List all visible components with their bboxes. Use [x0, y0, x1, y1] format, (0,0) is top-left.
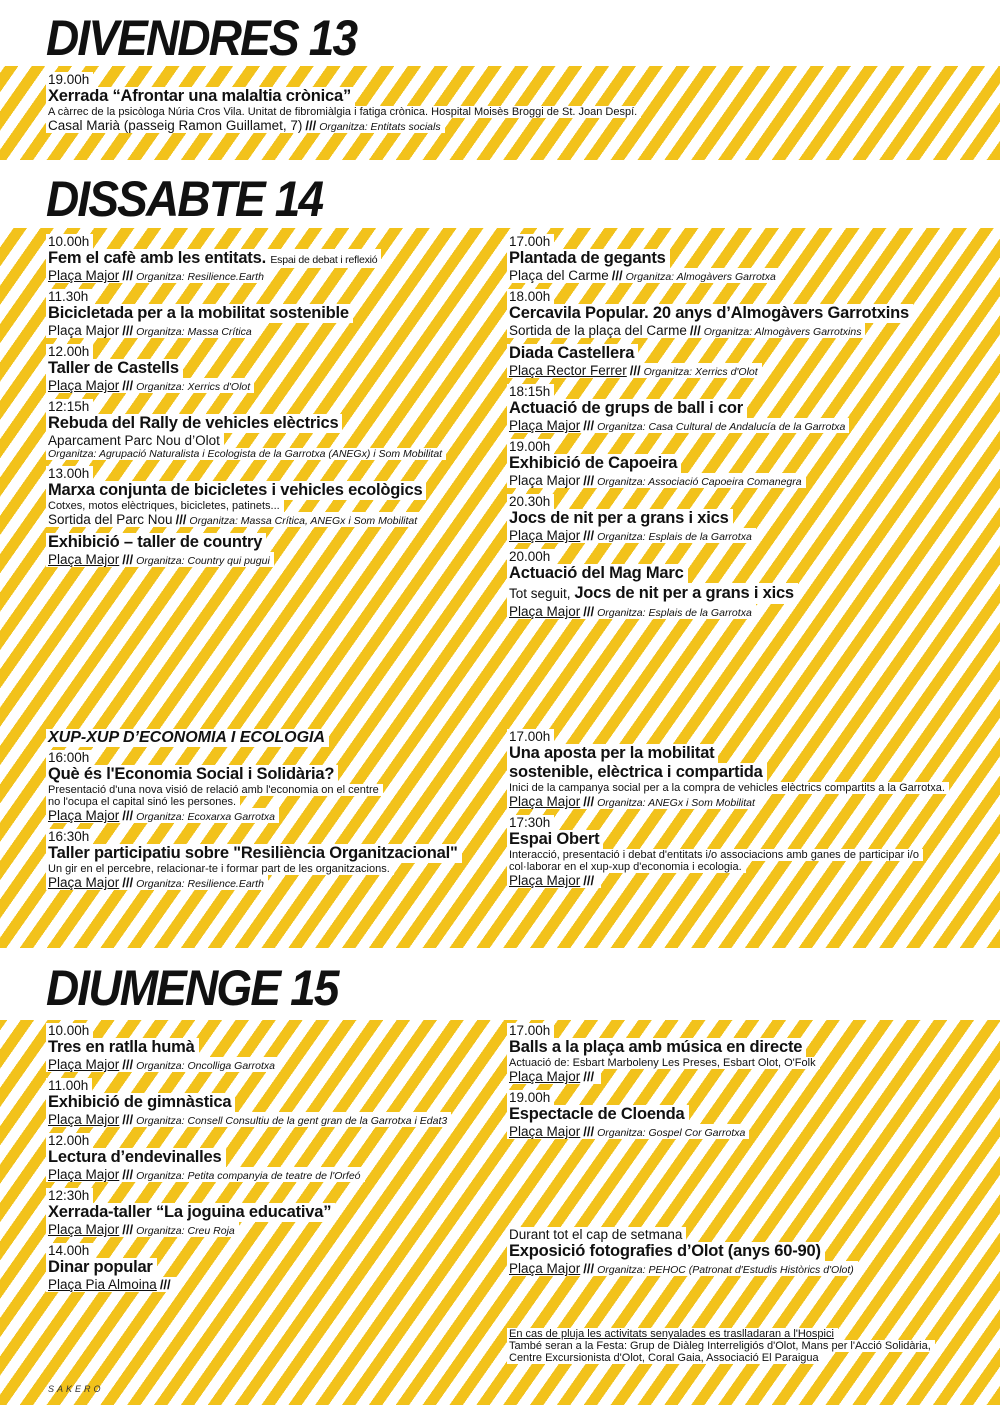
event-organizer: Organitza: Xerrics d'Olot	[643, 366, 758, 378]
separator: ///	[122, 1222, 134, 1237]
event-title: Taller de Castells	[46, 359, 183, 378]
event-title: Exhibició de gimnàstica	[46, 1093, 235, 1112]
event-organizer: Organitza: Associació Capoeira Comanegra	[597, 476, 802, 488]
event-organizer: Organitza: Ecoxarxa Garrotxa	[136, 811, 276, 823]
event-location-line	[46, 1112, 451, 1127]
event-description: Un gir en el percebre, relacionar-te i formar part de les organitzacions.	[46, 863, 394, 875]
event-location: Plaça Major	[509, 473, 581, 488]
event-organizer: Organitza: Massa Crítica	[136, 326, 252, 338]
separator: ///	[583, 418, 595, 433]
event-time: 11.00h	[46, 1078, 92, 1093]
event-title: Espai Obert	[507, 830, 603, 849]
event-item	[507, 384, 967, 433]
separator: ///	[175, 512, 187, 527]
event-title: Tres en ratlla humà	[46, 1038, 199, 1057]
event-title: Marxa conjunta de bicicletes i vehicles ecològics	[46, 481, 426, 500]
event-location-line	[46, 875, 268, 890]
event-location: Plaça Major	[48, 808, 120, 823]
separator: ///	[122, 1167, 134, 1182]
separator: ///	[583, 794, 595, 809]
event-organizer: Organitza: Consell Consultiu de la gent gran de la Garrotxa i Edat3	[136, 1115, 448, 1127]
event-organizer: Organitza: Esplais de la Garrotxa	[597, 531, 752, 543]
event-description: Cotxes, motos elèctriques, bicicletes, patinets...	[46, 500, 284, 512]
event-location: Plaça Major	[48, 875, 120, 890]
event-item	[507, 1227, 967, 1276]
event-item	[507, 494, 967, 543]
event-organizer: Organitza: PEHOC (Patronat d'Estudis Històrics d'Olot)	[597, 1264, 854, 1276]
separator: ///	[122, 1057, 134, 1072]
event-item	[507, 549, 967, 619]
event-title: Jocs de nit per a grans i xics	[507, 509, 733, 528]
event-location: Plaça Major	[48, 1167, 120, 1182]
separator: ///	[583, 873, 595, 888]
event-title: Plantada de gegants	[507, 249, 670, 268]
event-item	[46, 234, 506, 283]
event-item	[46, 750, 506, 823]
separator: ///	[122, 378, 134, 393]
event-item	[46, 829, 506, 890]
separator: ///	[159, 1277, 171, 1292]
event-time: 18:15h	[507, 384, 554, 399]
event-location: Plaça Major	[509, 794, 581, 809]
event-location: Plaça del Carme	[509, 268, 609, 283]
event-location-line	[46, 808, 279, 823]
weekend-exhibition	[507, 1227, 967, 1282]
event-organizer: Organitza: Almogàvers Garrotxins	[703, 326, 862, 338]
separator: ///	[122, 323, 134, 338]
event-location: Plaça Rector Ferrer	[509, 363, 627, 378]
separator: ///	[583, 473, 595, 488]
event-title: Bicicletada per a la mobilitat sostenible	[46, 304, 353, 323]
day-title-saturday: DISSABTE 14	[46, 171, 323, 227]
event-description: col·laborar en el xup-xup d'economia i ecologia.	[507, 861, 746, 873]
event-location-line	[507, 1069, 601, 1084]
event-location-line	[46, 1222, 239, 1237]
separator: ///	[611, 268, 623, 283]
event-location-line	[507, 473, 806, 488]
separator: ///	[583, 604, 595, 619]
event-location-line	[46, 323, 256, 338]
event-location-line	[507, 1124, 749, 1139]
separator: ///	[629, 363, 641, 378]
event-title: Cercavila Popular. 20 anys d’Almogàvers Garrotxins	[507, 304, 913, 323]
event-organizer: Organitza: Petita companyia de teatre de l'Orfeó	[136, 1170, 361, 1182]
event-time: 12:30h	[46, 1188, 93, 1203]
event-organizer: Organitza: Gospel Cor Garrotxa	[597, 1127, 746, 1139]
event-time: 17:30h	[507, 815, 554, 830]
event-location: Plaça Major	[48, 1222, 120, 1237]
event-time: 19.00h	[507, 1090, 554, 1105]
also-note: També seran a la Festa: Grup de Diàleg Interreligiós d'Olot, Mans per l'Acció Solidària,	[507, 1340, 935, 1352]
event-title: Fem el cafè amb les entitats.	[48, 249, 266, 267]
event-title: Espectacle de Cloenda	[507, 1105, 689, 1124]
event-time: 11.30h	[46, 289, 92, 304]
event-title: Actuació del Mag Marc	[507, 564, 688, 583]
event-organizer: Organitza: Country qui pugui	[136, 555, 270, 567]
event-title: Exhibició de Capoeira	[507, 454, 681, 473]
event-item	[46, 399, 506, 460]
event-organizer: Organitza: Resilience.Earth	[136, 271, 264, 283]
event-location-line	[507, 268, 780, 283]
event-time: 17.00h	[507, 729, 554, 744]
event-location-line	[507, 873, 601, 888]
separator: ///	[122, 268, 134, 283]
event-description: Inici de la campanya social per a la compra de vehicles elèctrics compartits a la Garrotxa.	[507, 782, 949, 794]
event-time: 16:30h	[46, 829, 93, 844]
event-title: Dinar popular	[46, 1258, 157, 1277]
rain-note: En cas de pluja les activitats senyalades es traslladaran a l'Hospici	[507, 1328, 838, 1340]
event-title: Actuació de grups de ball i cor	[507, 399, 747, 418]
event-organizer: Organitza: Xerrics d'Olot	[136, 381, 251, 393]
event-item	[46, 1078, 506, 1127]
event-item	[507, 1090, 967, 1139]
event-item	[46, 466, 506, 527]
separator: ///	[583, 528, 595, 543]
event-time: 19.00h	[46, 72, 93, 87]
event-sub-prefix: Tot seguit,	[509, 586, 571, 601]
event-item	[507, 289, 967, 338]
event-location: Plaça Major	[509, 528, 581, 543]
event-organizer: Organitza: Casa Cultural de Andalucía de la Garrotxa	[597, 421, 846, 433]
event-title-line	[46, 249, 381, 268]
event-location: Plaça Pia Almoina	[48, 1277, 157, 1292]
event-item	[46, 1133, 506, 1182]
section-heading: XUP-XUP D’ECONOMIA I ECOLOGIA	[46, 729, 329, 747]
event-description: Presentació d'una nova visió de relació amb l'economia on el centre	[46, 784, 383, 796]
friday-events	[46, 72, 946, 139]
event-location: Plaça Major	[48, 1057, 120, 1072]
event-item	[46, 533, 506, 567]
saturday-left-column	[46, 234, 506, 573]
event-item	[507, 344, 967, 378]
event-title: Diada Castellera	[507, 344, 638, 363]
event-time: 10.00h	[46, 234, 93, 249]
event-location-line	[507, 323, 865, 338]
footer-notes	[507, 1328, 977, 1364]
event-description: Actuació de: Esbart Marboleny Les Preses, Esbart Olot, O'Folk	[507, 1057, 820, 1069]
event-time: Durant tot el cap de setmana	[507, 1227, 686, 1242]
event-description: no l'ocupa el capital sinó les persones.	[46, 796, 240, 808]
event-location-line	[507, 418, 849, 433]
event-location-line	[46, 118, 445, 133]
saturday-right-column	[507, 234, 967, 625]
event-title: Rebuda del Rally de vehicles elèctrics	[46, 414, 342, 433]
xup-left-column	[46, 729, 506, 896]
event-time: 17.00h	[507, 1023, 554, 1038]
event-organizer: Organitza: ANEGx i Som Mobilitat	[597, 797, 755, 809]
day-title-friday: DIVENDRES 13	[46, 10, 357, 66]
event-time: 12.00h	[46, 1133, 93, 1148]
event-time: 19.00h	[507, 439, 554, 454]
event-title: Xerrada-taller “La joguina educativa”	[46, 1203, 335, 1222]
event-time: 10.00h	[46, 1023, 93, 1038]
event-subtitle: Aparcament Parc Nou d’Olot	[46, 433, 224, 448]
event-title: Exposició fotografies d’Olot (anys 60-90)	[507, 1242, 825, 1261]
event-title: Balls a la plaça amb música en directe	[507, 1038, 806, 1057]
event-title: Una aposta per la mobilitat	[507, 744, 718, 763]
event-location: Plaça Major	[48, 1112, 120, 1127]
event-time: 18.00h	[507, 289, 554, 304]
designer-credit: SAKERO	[48, 1384, 104, 1394]
event-location: Sortida del Parc Nou	[48, 512, 173, 527]
separator: ///	[122, 1112, 134, 1127]
event-time: 14.00h	[46, 1243, 93, 1258]
day-title-sunday: DIUMENGE 15	[46, 960, 338, 1016]
separator: ///	[583, 1261, 595, 1276]
sunday-left-column	[46, 1023, 506, 1298]
event-location-line	[46, 512, 421, 527]
event-item	[46, 289, 506, 338]
xup-right-column	[507, 729, 967, 894]
event-location: Plaça Major	[509, 1069, 581, 1084]
event-title: Xerrada “Afrontar una malaltia crònica”	[46, 87, 355, 106]
event-title-inline: Espai de debat i reflexió	[270, 254, 378, 266]
separator: ///	[122, 552, 134, 567]
event-item	[46, 1023, 506, 1072]
event-description: Interacció, presentació i debat d'entitats i/o associacions amb ganes de participar i/o	[507, 849, 923, 861]
event-title: Lectura d’endevinalles	[46, 1148, 226, 1167]
event-time: 20.00h	[507, 549, 554, 564]
event-organizer: Organitza: Agrupació Naturalista i Ecologista de la Garrotxa (ANEGx) i Som Mobilitat	[46, 448, 446, 460]
also-note: Centre Excursionista d'Olot, Coral Gaia, Associació El Paraigua	[507, 1352, 823, 1364]
event-location: Plaça Major	[509, 1261, 581, 1276]
event-time: 12:15h	[46, 399, 93, 414]
event-title: Taller participatiu sobre "Resiliència Organitzacional"	[46, 844, 462, 863]
event-location: Plaça Major	[509, 418, 581, 433]
separator: ///	[122, 808, 134, 823]
separator: ///	[689, 323, 701, 338]
event-location: Plaça Major	[509, 604, 581, 619]
event-item	[46, 1243, 506, 1292]
event-organizer: Organitza: Resilience.Earth	[136, 878, 264, 890]
separator: ///	[583, 1069, 595, 1084]
event-sub-title: Jocs de nit per a grans i xics	[574, 584, 794, 602]
event-title: Què és l'Economia Social i Solidària?	[46, 765, 338, 784]
event-item	[507, 234, 967, 283]
event-location-line	[507, 794, 759, 809]
event-location-line	[46, 1277, 178, 1292]
event-time: 17.00h	[507, 234, 554, 249]
event-item	[507, 439, 967, 488]
event-time: 16:00h	[46, 750, 93, 765]
event-location-line	[507, 528, 756, 543]
event-organizer: Organitza: Entitats socials	[319, 121, 441, 133]
event-organizer: Organitza: Massa Crítica, ANEGx i Som Mobilitat	[189, 515, 418, 527]
event-location-line	[507, 363, 762, 378]
event-time: 20.30h	[507, 494, 554, 509]
separator: ///	[305, 118, 317, 133]
sunday-right-column	[507, 1023, 967, 1145]
event-item	[46, 1188, 506, 1237]
event-location-line	[46, 1057, 279, 1072]
event-organizer: Organitza: Almogàvers Garrotxa	[625, 271, 776, 283]
event-location-line	[507, 1261, 858, 1276]
event-subline	[507, 583, 798, 604]
event-location-line	[46, 268, 268, 283]
separator: ///	[122, 875, 134, 890]
event-title: sostenible, elèctrica i compartida	[507, 763, 767, 782]
event-item	[507, 815, 967, 888]
event-item	[46, 344, 506, 393]
event-location-line	[507, 604, 756, 619]
event-location: Plaça Major	[48, 323, 120, 338]
event-organizer: Organitza: Creu Roja	[136, 1225, 235, 1237]
event-location: Plaça Major	[48, 378, 120, 393]
event-location: Plaça Major	[509, 873, 581, 888]
event-location: Sortida de la plaça del Carme	[509, 323, 687, 338]
event-time: 12.00h	[46, 344, 93, 359]
event-item	[507, 729, 967, 809]
event-item	[46, 72, 946, 133]
event-organizer: Organitza: Esplais de la Garrotxa	[597, 607, 752, 619]
event-title: Exhibició – taller de country	[46, 533, 266, 552]
event-description: A càrrec de la psicòloga Núria Cros Vila. Unitat de fibromiàlgia i fatiga crònica. Hospital Moisès Broggi de St. Joan Despí.	[46, 106, 641, 118]
event-location: Casal Marià (passeig Ramon Guillamet, 7)	[48, 118, 303, 133]
event-location: Plaça Major	[48, 268, 120, 283]
event-location-line	[46, 1167, 365, 1182]
event-time: 13.00h	[46, 466, 93, 481]
separator: ///	[583, 1124, 595, 1139]
event-location: Plaça Major	[509, 1124, 581, 1139]
event-location-line	[46, 552, 274, 567]
event-location: Plaça Major	[48, 552, 120, 567]
event-item	[507, 1023, 967, 1084]
event-organizer: Organitza: Oncolliga Garrotxa	[136, 1060, 276, 1072]
event-location-line	[46, 378, 254, 393]
